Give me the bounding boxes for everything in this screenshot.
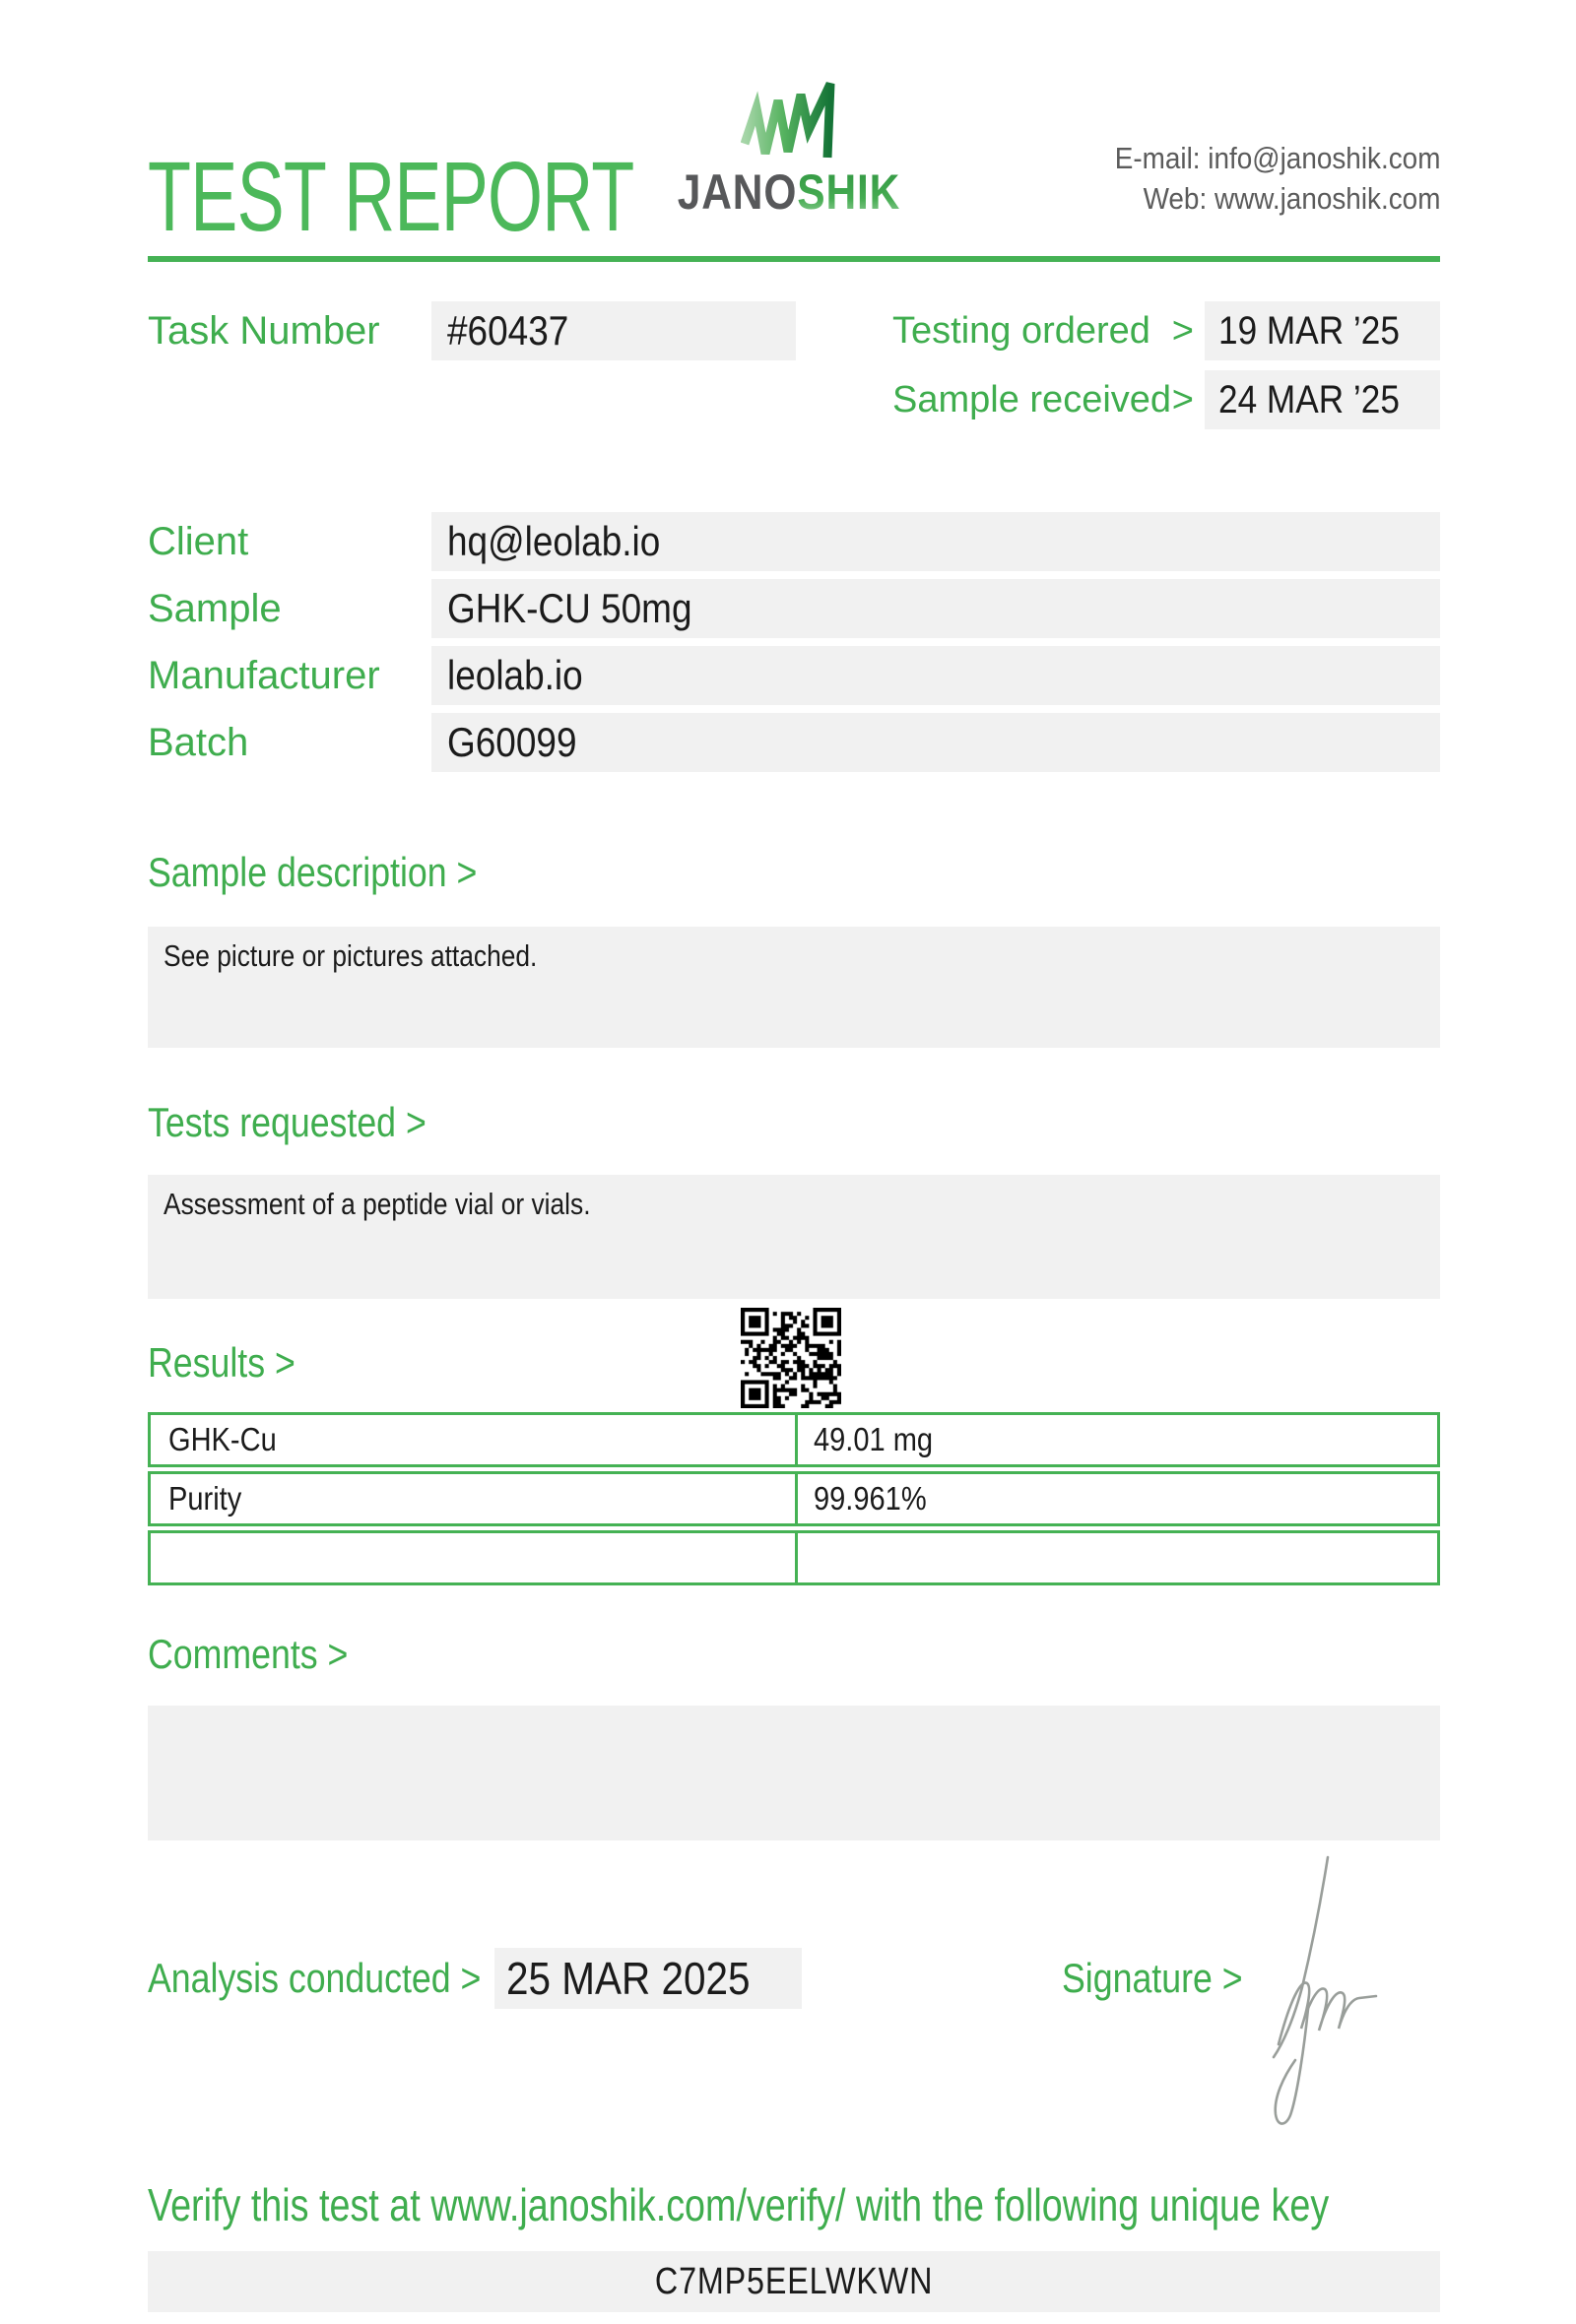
contact-block — [1114, 138, 1440, 219]
verify-instruction: Verify this test at www.janoshik.com/verify/ with the following unique key — [148, 2179, 1330, 2230]
contact-email: E-mail: info@janoshik.com — [1114, 141, 1440, 175]
manufacturer-label: Manufacturer — [148, 654, 380, 697]
sample-received-value: 24 MAR ’25 — [1218, 378, 1400, 421]
sample-description-box — [148, 927, 1440, 1048]
results-row — [148, 1471, 1440, 1526]
analysis-date-box — [494, 1948, 802, 2009]
testing-ordered-arrow-icon: > — [1171, 309, 1194, 352]
qr-code — [741, 1308, 841, 1408]
sample-description-text: See picture or pictures attached. — [164, 938, 538, 973]
task-number-box — [431, 301, 796, 360]
batch-label: Batch — [148, 721, 249, 764]
result-name-cell: GHK-Cu — [151, 1415, 798, 1464]
result-value-cell: 99.961% — [814, 1480, 927, 1517]
sample-label: Sample — [148, 587, 282, 630]
result-value-cell — [798, 1533, 1437, 1582]
result-value-cell: 49.01 mg — [814, 1421, 934, 1457]
manufacturer-box — [431, 646, 1440, 705]
tests-requested-text: Assessment of a peptide vial or vials. — [164, 1187, 591, 1221]
comments-box — [148, 1706, 1440, 1840]
comments-heading: Comments > — [148, 1631, 349, 1677]
result-name-cell: Purity — [151, 1474, 798, 1523]
batch-value: G60099 — [447, 719, 577, 765]
verify-key-value: C7MP5EELWKWN — [654, 2261, 934, 2302]
sample-received-label: Sample received > — [892, 378, 1194, 420]
signature-image — [1239, 1849, 1412, 2140]
page-title: TEST REPORT — [148, 142, 634, 252]
analysis-conducted-label: Analysis conducted > — [148, 1955, 482, 2001]
result-name-cell — [151, 1533, 798, 1582]
task-number-value: #60437 — [447, 307, 569, 354]
signature-label: Signature > — [1062, 1955, 1243, 2001]
task-number-label: Task Number — [148, 309, 380, 353]
manufacturer-value: leolab.io — [447, 652, 583, 698]
sample-value: GHK-CU 50mg — [447, 585, 692, 631]
verify-key-bar — [148, 2251, 1440, 2312]
brand-name-left: JANO — [677, 164, 798, 220]
sample-description-heading: Sample description > — [148, 849, 478, 895]
results-table — [148, 1412, 1440, 1585]
testing-ordered-value: 19 MAR ’25 — [1218, 309, 1400, 353]
client-label: Client — [148, 520, 249, 563]
analysis-date-value: 25 MAR 2025 — [506, 1953, 751, 2004]
tests-requested-heading: Tests requested > — [148, 1099, 427, 1145]
brand-wordmark — [655, 163, 923, 221]
results-row — [148, 1412, 1440, 1467]
header-divider — [148, 256, 1440, 262]
tests-requested-box — [148, 1175, 1440, 1299]
sample-received-box — [1205, 370, 1440, 429]
batch-box — [431, 713, 1440, 772]
sample-box — [431, 579, 1440, 638]
client-box — [431, 512, 1440, 571]
results-heading: Results > — [148, 1339, 296, 1386]
sample-received-arrow-icon: > — [1171, 378, 1194, 420]
contact-web: Web: www.janoshik.com — [1143, 181, 1440, 216]
client-value: hq@leolab.io — [447, 518, 661, 564]
testing-ordered-box — [1205, 301, 1440, 360]
testing-ordered-label: Testing ordered > — [892, 309, 1194, 352]
results-row — [148, 1530, 1440, 1585]
brand-name-right: SHIK — [797, 164, 901, 220]
logo-chart-icon — [741, 79, 837, 161]
